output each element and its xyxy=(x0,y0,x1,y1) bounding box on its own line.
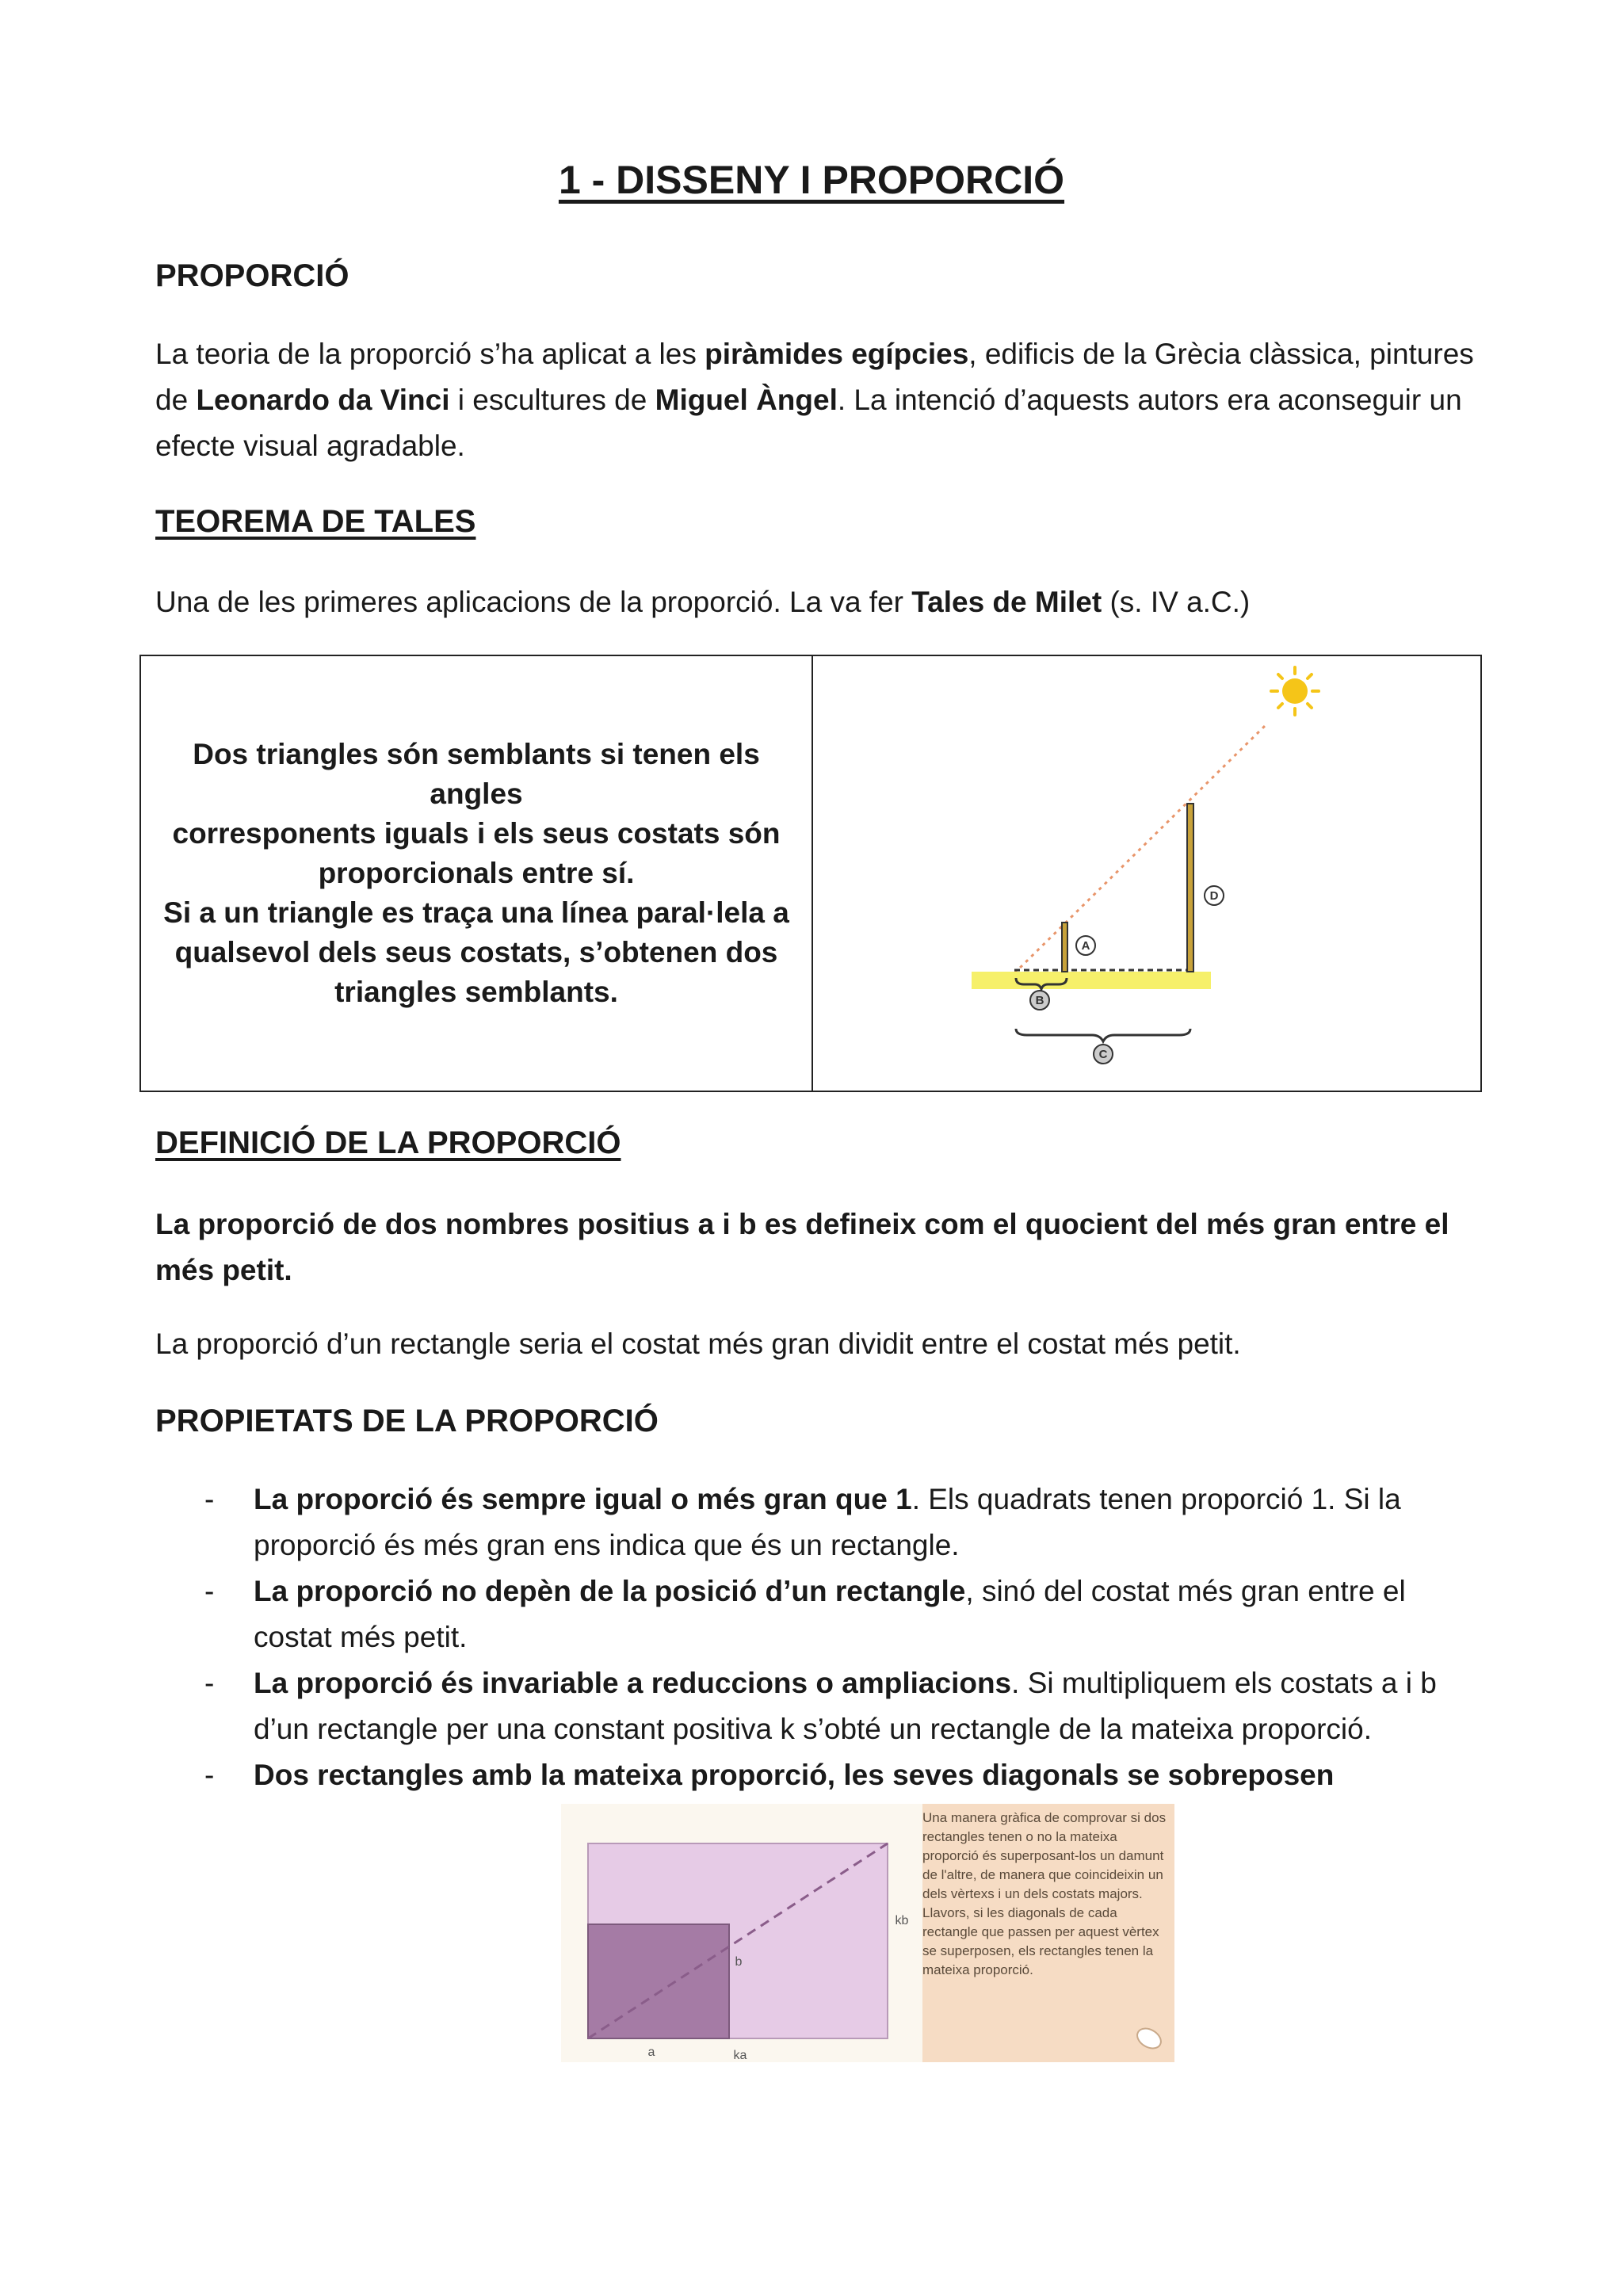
label-kb-side: kb xyxy=(895,1914,909,1927)
sun-ray xyxy=(1014,724,1266,973)
label-c: C xyxy=(1098,1048,1108,1061)
proporcio-bold-1: piràmides egípcies xyxy=(705,338,969,370)
tales-table xyxy=(139,655,1482,1092)
small-rectangle xyxy=(588,1924,729,2038)
section-heading-definicio: DEFINICIÓ DE LA PROPORCIÓ xyxy=(155,1125,621,1160)
list-item-bold: La proporció no depèn de la posició d’un rectangle xyxy=(254,1575,966,1607)
small-pole xyxy=(1062,923,1067,972)
definicio-bold-paragraph: La proporció de dos nombres positius a i b es defineix com el quocient del més gran entre el més petit. xyxy=(155,1208,1449,1286)
section-heading-propietats: PROPIETATS DE LA PROPORCIÓ xyxy=(155,1404,659,1438)
section-heading-proporcio: PROPORCIÓ xyxy=(155,258,349,293)
proporcio-bold-2: Leonardo da Vinci xyxy=(196,384,450,416)
label-b: B xyxy=(1035,994,1044,1007)
sun-icon xyxy=(1271,667,1319,715)
proportion-note: Una manera gràfica de comprovar si dos rectangles tenen o no la mateixa proporció és superposant-los un damunt de l'altre, de manera que coincideixin un dels vèrtexs i un dels costats majors. Llavors, si les diagonals de cada rectangle que passen per aquest vèrtex se superposen, els rectangles tenen la mateixa proporció. xyxy=(922,1810,1167,1977)
big-pole xyxy=(1187,804,1193,972)
tales-line-4: Si a un triangle es traça una línea paral·lela a xyxy=(163,896,789,929)
tales-intro-bold: Tales de Milet xyxy=(911,586,1102,618)
label-b-side: b xyxy=(735,1955,743,1969)
list-item-bold: La proporció és sempre igual o més gran que 1 xyxy=(254,1483,912,1515)
tales-intro-text-1: Una de les primeres aplicacions de la proporció. La va fer xyxy=(155,586,912,618)
label-d: D xyxy=(1209,889,1219,903)
tales-intro-text-2: (s. IV a.C.) xyxy=(1102,586,1251,618)
proporcio-text-1: La teoria de la proporció s’ha aplicat a les xyxy=(155,338,705,370)
list-item-text: . Si multipliquem els costats a i b d’un rectangle per una constant positiva k s’obté un rectangle de la mateixa proporció. xyxy=(254,1667,1437,1745)
page-title: 1 - DISSENY I PROPORCIÓ xyxy=(558,158,1065,202)
proporcio-paragraph xyxy=(155,331,1487,469)
tales-shadow-diagram xyxy=(813,656,1480,1091)
definicio-paragraph: La proporció d’un rectangle seria el costat més gran dividit entre el costat més petit. xyxy=(155,1328,1241,1360)
label-a-side: a xyxy=(647,2046,655,2059)
proporcio-text-2: , edificis de la Grècia clàssica, pintures de xyxy=(155,338,1474,416)
list-item-bold: La proporció és invariable a reduccions o ampliacions xyxy=(254,1667,1012,1699)
list-item-text: , sinó del costat més gran entre el costat més petit. xyxy=(254,1575,1406,1653)
list-dash: - xyxy=(204,1667,215,1699)
label-ka-side: ka xyxy=(733,2049,747,2062)
list-dash: - xyxy=(204,1575,215,1607)
list-item-bold: Dos rectangles amb la mateixa proporció, les seves diagonals se sobreposen xyxy=(254,1759,1335,1791)
tales-line-3: proporcionals entre sí. xyxy=(318,857,635,889)
tales-line-6: triangles semblants. xyxy=(334,976,618,1008)
proporcio-text-3: i escultures de xyxy=(449,384,655,416)
tales-line-2: corresponents iguals i els seus costats són xyxy=(172,817,781,850)
proporcio-text-4: . La intenció d’aquests autors era aconseguir un efecte visual agradable. xyxy=(155,384,1462,462)
tales-statement xyxy=(141,656,812,1091)
tales-intro xyxy=(155,579,1487,625)
ground xyxy=(972,972,1211,989)
list-item-text: . Els quadrats tenen proporció 1. Si la proporció és més gran ens indica que és un rectangle. xyxy=(254,1483,1401,1561)
section-heading-tales: TEOREMA DE TALES xyxy=(155,504,476,539)
tales-line-5: qualsevol dels seus costats, s’obtenen dos xyxy=(174,936,778,968)
list-dash: - xyxy=(204,1483,215,1515)
tales-line-1: Dos triangles són semblants si tenen els angles xyxy=(193,738,760,810)
proporcio-bold-3: Miguel Àngel xyxy=(655,384,838,416)
bracket-c xyxy=(1016,1029,1190,1041)
label-a: A xyxy=(1081,939,1090,953)
list-dash: - xyxy=(204,1759,215,1791)
